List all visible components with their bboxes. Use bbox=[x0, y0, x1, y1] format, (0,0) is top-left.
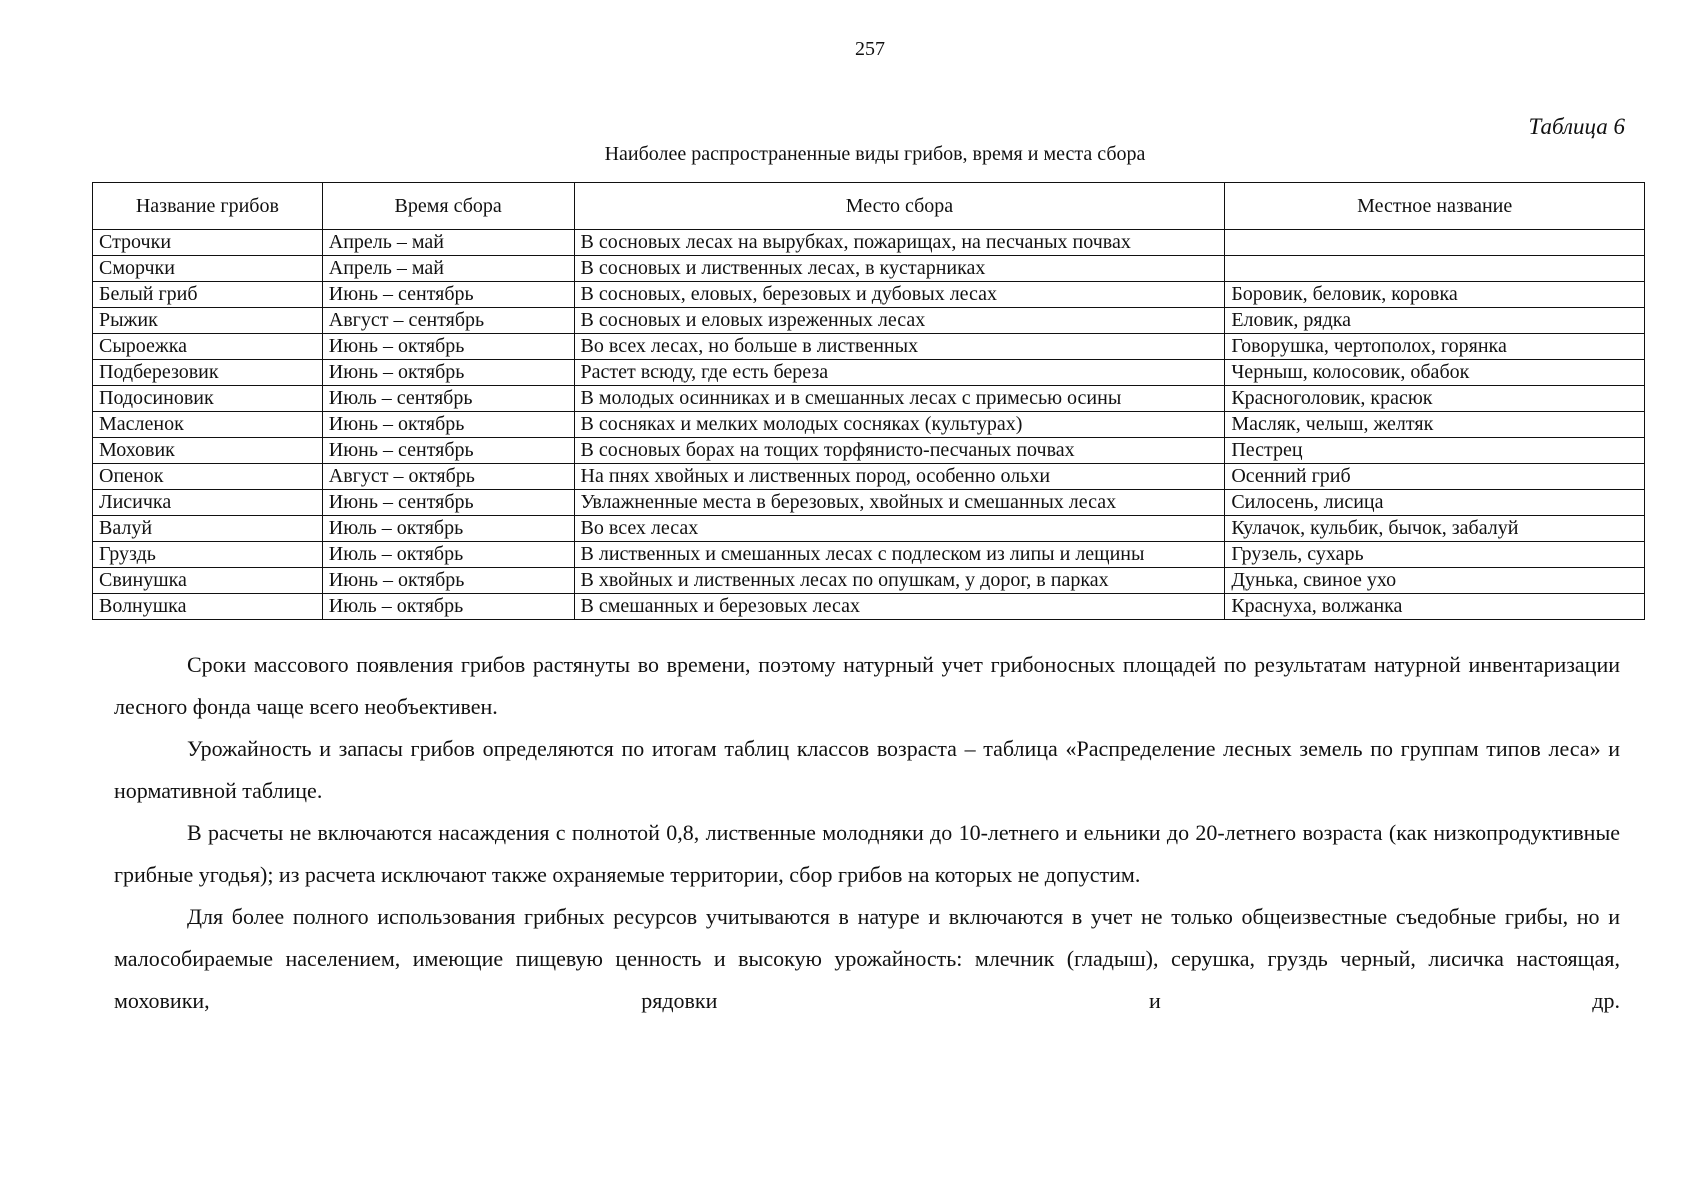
cell-collection-place: В сосняках и мелких молодых сосняках (культурах) bbox=[574, 412, 1225, 438]
header-local-name: Местное название bbox=[1225, 183, 1645, 230]
table-caption: Таблица 6 bbox=[1528, 114, 1625, 139]
table-row bbox=[93, 360, 1645, 386]
cell-collection-time: Июнь – октябрь bbox=[322, 360, 574, 386]
cell-mushroom-name: Сыроежка bbox=[93, 334, 323, 360]
cell-mushroom-name: Лисичка bbox=[93, 490, 323, 516]
cell-local-name: Краснуха, волжанка bbox=[1225, 594, 1645, 620]
table-row bbox=[93, 516, 1645, 542]
cell-local-name: Кулачок, кульбик, бычок, забалуй bbox=[1225, 516, 1645, 542]
cell-mushroom-name: Волнушка bbox=[93, 594, 323, 620]
cell-collection-time: Июнь – октябрь bbox=[322, 412, 574, 438]
cell-local-name: Грузель, сухарь bbox=[1225, 542, 1645, 568]
cell-collection-place: На пнях хвойных и лиственных пород, особенно ольхи bbox=[574, 464, 1225, 490]
table-row bbox=[93, 594, 1645, 620]
cell-collection-place: В сосновых лесах на вырубках, пожарищах, на песчаных почвах bbox=[574, 230, 1225, 256]
cell-collection-place: Во всех лесах bbox=[574, 516, 1225, 542]
cell-collection-time: Август – октябрь bbox=[322, 464, 574, 490]
cell-mushroom-name: Подберезовик bbox=[93, 360, 323, 386]
cell-collection-time: Август – сентябрь bbox=[322, 308, 574, 334]
cell-collection-place: В смешанных и березовых лесах bbox=[574, 594, 1225, 620]
table-row bbox=[93, 542, 1645, 568]
table-row bbox=[93, 438, 1645, 464]
cell-collection-place: В сосновых, еловых, березовых и дубовых лесах bbox=[574, 282, 1225, 308]
cell-collection-place: В сосновых и еловых изреженных лесах bbox=[574, 308, 1225, 334]
cell-collection-time: Июль – октябрь bbox=[322, 594, 574, 620]
cell-mushroom-name: Опенок bbox=[93, 464, 323, 490]
cell-collection-place: В хвойных и лиственных лесах по опушкам, у дорог, в парках bbox=[574, 568, 1225, 594]
header-collection-place: Место сбора bbox=[574, 183, 1225, 230]
cell-collection-place: В молодых осинниках и в смешанных лесах с примесью осины bbox=[574, 386, 1225, 412]
header-collection-time: Время сбора bbox=[322, 183, 574, 230]
table-row bbox=[93, 490, 1645, 516]
cell-collection-time: Июль – сентябрь bbox=[322, 386, 574, 412]
cell-collection-place: Растет всюду, где есть береза bbox=[574, 360, 1225, 386]
table-row bbox=[93, 256, 1645, 282]
cell-local-name: Силосень, лисица bbox=[1225, 490, 1645, 516]
table-row bbox=[93, 412, 1645, 438]
paragraph: Для более полного использования грибных ресурсов учитываются в натуре и включаются в учет не только общеизвестные съедобные грибы, но и малособираемые населением, имеющие пищевую ценность и высокую урожайность: млечник (гладыш), серушка, груздь черный, лисичка настоящая, моховики, рядовки и др. bbox=[114, 904, 1620, 1013]
header-mushroom-name: Название грибов bbox=[93, 183, 323, 230]
cell-mushroom-name: Строчки bbox=[93, 230, 323, 256]
table-row bbox=[93, 568, 1645, 594]
cell-local-name: Красноголовик, красюк bbox=[1225, 386, 1645, 412]
cell-collection-time: Июнь – октябрь bbox=[322, 568, 574, 594]
cell-local-name: Еловик, рядка bbox=[1225, 308, 1645, 334]
cell-mushroom-name: Сморчки bbox=[93, 256, 323, 282]
cell-mushroom-name: Рыжик bbox=[93, 308, 323, 334]
table-header-row bbox=[93, 183, 1645, 230]
cell-collection-place: В лиственных и смешанных лесах с подлеском из липы и лещины bbox=[574, 542, 1225, 568]
table-row bbox=[93, 334, 1645, 360]
cell-collection-time: Июль – октябрь bbox=[322, 542, 574, 568]
cell-collection-time: Июнь – сентябрь bbox=[322, 438, 574, 464]
cell-local-name: Масляк, челыш, желтяк bbox=[1225, 412, 1645, 438]
paragraph: В расчеты не включаются насаждения с полнотой 0,8, лиственные молодняки до 10-летнего и ельники до 20-летнего возраста (как низкопродуктивные грибные угодья); из расчета исключают также охраняемые территории, сбор грибов на которых не допустим. bbox=[114, 820, 1620, 887]
cell-local-name: Осенний гриб bbox=[1225, 464, 1645, 490]
cell-local-name: Говорушка, чертополох, горянка bbox=[1225, 334, 1645, 360]
cell-collection-time: Июнь – сентябрь bbox=[322, 490, 574, 516]
cell-mushroom-name: Белый гриб bbox=[93, 282, 323, 308]
cell-mushroom-name: Масленок bbox=[93, 412, 323, 438]
cell-collection-time: Июнь – октябрь bbox=[322, 334, 574, 360]
cell-collection-place: Во всех лесах, но больше в лиственных bbox=[574, 334, 1225, 360]
table-title: Наиболее распространенные виды грибов, время и места сбора bbox=[604, 143, 1146, 165]
cell-local-name: Дунька, свиное ухо bbox=[1225, 568, 1645, 594]
cell-local-name bbox=[1225, 230, 1645, 256]
cell-collection-place: В сосновых борах на тощих торфянисто-песчаных почвах bbox=[574, 438, 1225, 464]
cell-local-name: Черныш, колосовик, обабок bbox=[1225, 360, 1645, 386]
body-text bbox=[114, 644, 1620, 1022]
cell-mushroom-name: Груздь bbox=[93, 542, 323, 568]
cell-collection-time: Июль – октябрь bbox=[322, 516, 574, 542]
table-row bbox=[93, 308, 1645, 334]
cell-mushroom-name: Свинушка bbox=[93, 568, 323, 594]
cell-local-name bbox=[1225, 256, 1645, 282]
table-row bbox=[93, 230, 1645, 256]
cell-collection-time: Апрель – май bbox=[322, 256, 574, 282]
cell-local-name: Пестрец bbox=[1225, 438, 1645, 464]
cell-mushroom-name: Валуй bbox=[93, 516, 323, 542]
cell-collection-time: Июнь – сентябрь bbox=[322, 282, 574, 308]
paragraph: Сроки массового появления грибов растянуты во времени, поэтому натурный учет грибоносных площадей по результатам натурной инвентаризации лесного фонда чаще всего необъективен. bbox=[114, 652, 1620, 719]
mushroom-table bbox=[92, 182, 1645, 620]
cell-local-name: Боровик, беловик, коровка bbox=[1225, 282, 1645, 308]
table-row bbox=[93, 282, 1645, 308]
cell-mushroom-name: Моховик bbox=[93, 438, 323, 464]
cell-collection-time: Апрель – май bbox=[322, 230, 574, 256]
table-row bbox=[93, 386, 1645, 412]
cell-mushroom-name: Подосиновик bbox=[93, 386, 323, 412]
cell-collection-place: Увлажненные места в березовых, хвойных и смешанных лесах bbox=[574, 490, 1225, 516]
paragraph: Урожайность и запасы грибов определяются по итогам таблиц классов возраста – таблица «Распределение лесных земель по группам типов леса» и нормативной таблице. bbox=[114, 736, 1620, 803]
cell-collection-place: В сосновых и лиственных лесах, в кустарниках bbox=[574, 256, 1225, 282]
table-row bbox=[93, 464, 1645, 490]
page-number: 257 bbox=[855, 38, 885, 60]
